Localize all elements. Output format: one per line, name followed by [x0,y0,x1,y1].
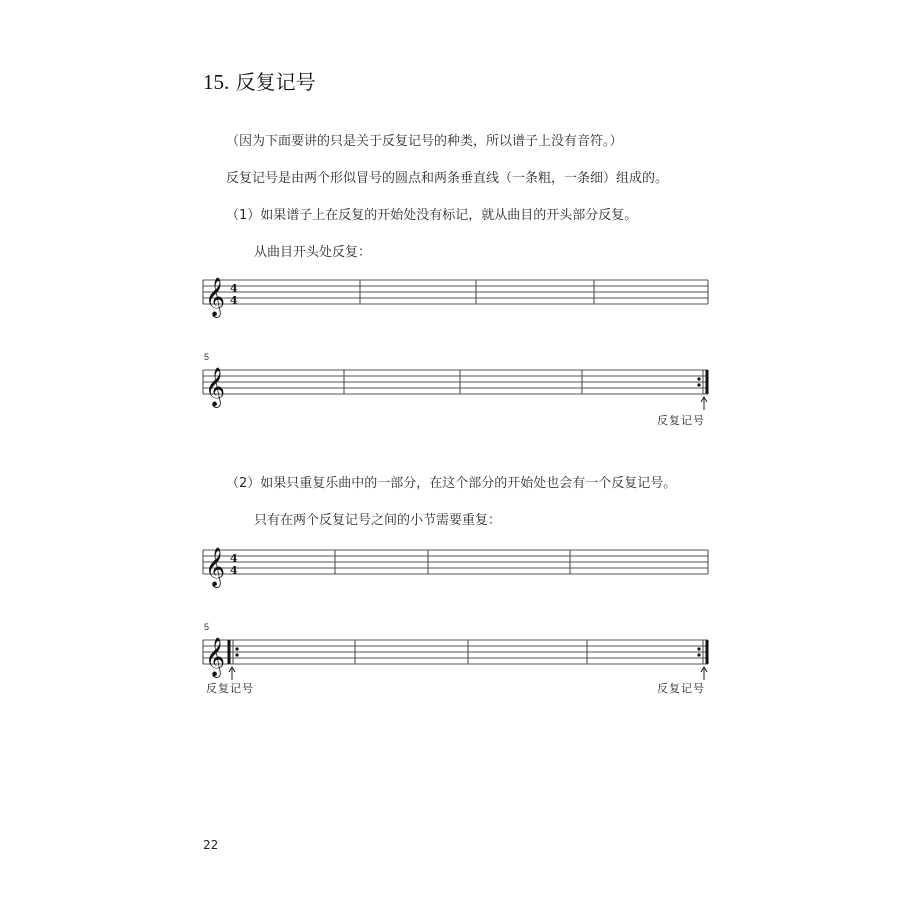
treble-clef-icon: 𝄞 [205,367,226,407]
repeat-sign-caption: 反复记号 [657,414,705,427]
page-number: 22 [203,838,219,852]
repeat-sign-caption-end: 反复记号 [657,682,705,695]
section-title-text: 反复记号 [235,70,316,94]
staff-lines [203,370,708,394]
time-signature-bottom: 4 [230,564,238,577]
rule-1-subtitle: 从曲目开头处反复： [254,245,372,260]
measure-number: 5 [204,352,210,362]
treble-clef-icon: 𝄞 [205,277,226,317]
intro-note: （因为下面要讲的只是关于反复记号的种类，所以谱子上没有音符。） [226,134,623,149]
time-signature-bottom: 4 [230,294,238,307]
treble-clef-icon: 𝄞 [205,547,226,587]
time-signature-top: 4 [230,282,238,295]
time-signature-top: 4 [230,552,238,565]
example-2-staff-system-2 [203,632,713,682]
staff-lines [203,640,708,664]
rule-2-subtitle: 只有在两个反复记号之间的小节需要重复： [254,513,502,528]
example-1-staff-system-2 [203,362,713,410]
measure-number: 5 [204,622,210,632]
up-arrow-icon [701,667,707,680]
repeat-sign-caption-start: 反复记号 [206,682,254,695]
rule-2-text: （2）如果只重复乐曲中的一部分，在这个部分的开始处也会有一个反复记号。 [226,476,677,491]
example-1-staff-system-1 [203,272,713,320]
definition-text: 反复记号是由两个形似冒号的圆点和两条垂直线（一条粗，一条细）组成的。 [226,171,669,186]
rule-1-text: （1）如果谱子上在反复的开始处没有标记，就从曲目的开头部分反复。 [226,208,638,223]
staff-lines [203,280,708,304]
example-2-staff-system-1 [203,542,713,590]
up-arrow-icon [701,397,707,410]
section-title [203,66,316,95]
section-number: 15. [203,70,230,94]
staff-lines [203,550,708,574]
up-arrow-icon [229,667,235,680]
treble-clef-icon: 𝄞 [205,637,226,677]
